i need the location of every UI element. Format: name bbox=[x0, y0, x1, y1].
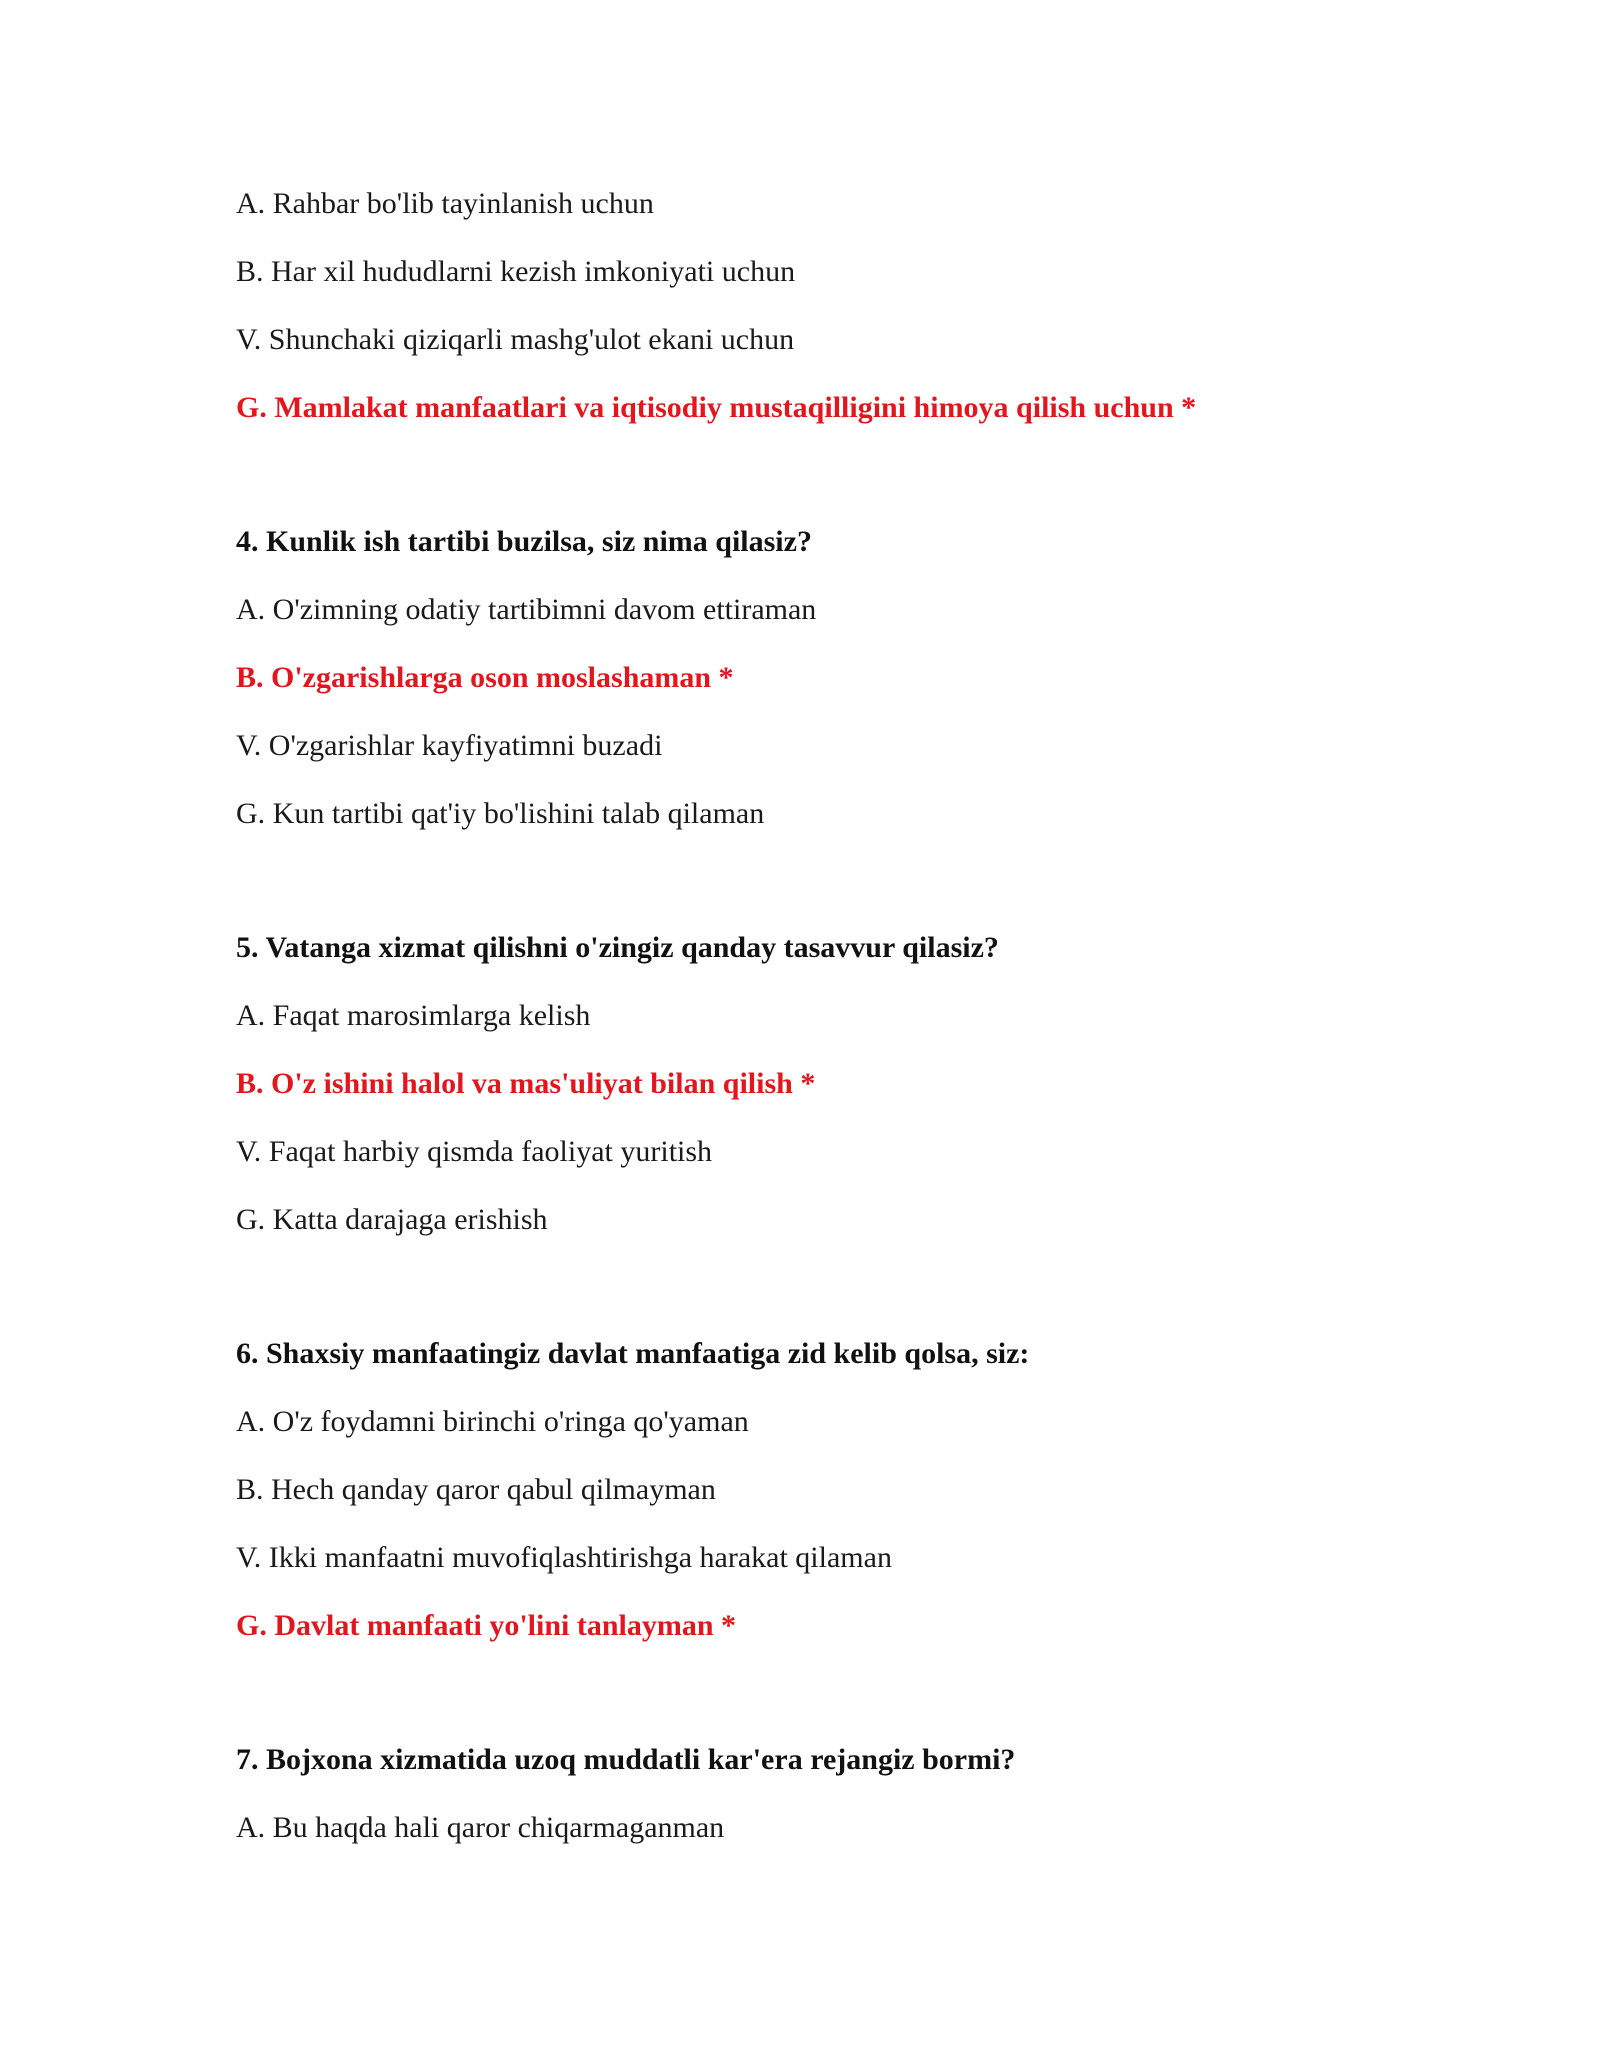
spacer bbox=[236, 458, 1436, 524]
question-title: 5. Vatanga xizmat qilishni o'zingiz qanday tasavvur qilasiz? bbox=[236, 931, 999, 964]
spacer bbox=[236, 1676, 1436, 1742]
option-v: V. Ikki manfaatni muvofiqlashtirishga harakat qilaman bbox=[236, 1541, 892, 1574]
spacer bbox=[236, 1270, 1436, 1336]
spacer bbox=[236, 864, 1436, 930]
option-g: G. Katta darajaga erishish bbox=[236, 1203, 548, 1236]
option-a: A. Rahbar bo'lib tayinlanish uchun bbox=[236, 187, 654, 220]
option-b-correct: B. O'zgarishlarga oson moslashaman * bbox=[236, 661, 734, 694]
option-a: A. O'z foydamni birinchi o'ringa qo'yaman bbox=[236, 1405, 749, 1438]
option-v: V. O'zgarishlar kayfiyatimni buzadi bbox=[236, 729, 663, 762]
question-block-5 bbox=[236, 930, 1436, 1238]
option-a: A. Bu haqda hali qaror chiqarmaganman bbox=[236, 1811, 725, 1844]
option-b: B. Har xil hududlarni kezish imkoniyati uchun bbox=[236, 255, 796, 288]
option-g-correct: G. Mamlakat manfaatlari va iqtisodiy mustaqilligini himoya qilish uchun * bbox=[236, 391, 1197, 424]
option-a: A. O'zimning odatiy tartibimni davom ettiraman bbox=[236, 593, 817, 626]
question-title: 4. Kunlik ish tartibi buzilsa, siz nima qilasiz? bbox=[236, 525, 812, 558]
question-block-7 bbox=[236, 1742, 1436, 1846]
option-v: V. Faqat harbiy qismda faoliyat yuritish bbox=[236, 1135, 713, 1168]
question-block-6 bbox=[236, 1336, 1436, 1644]
question-block-3 bbox=[236, 186, 1436, 426]
document-page bbox=[236, 186, 1436, 1878]
question-title: 7. Bojxona xizmatida uzoq muddatli kar'era rejangiz bormi? bbox=[236, 1743, 1016, 1776]
option-b: B. Hech qanday qaror qabul qilmayman bbox=[236, 1473, 716, 1506]
question-block-4 bbox=[236, 524, 1436, 832]
question-title: 6. Shaxsiy manfaatingiz davlat manfaatiga zid kelib qolsa, siz: bbox=[236, 1337, 1030, 1370]
option-g-correct: G. Davlat manfaati yo'lini tanlayman * bbox=[236, 1609, 737, 1642]
option-g: G. Kun tartibi qat'iy bo'lishini talab qilaman bbox=[236, 797, 765, 830]
option-b-correct: B. O'z ishini halol va mas'uliyat bilan qilish * bbox=[236, 1067, 816, 1100]
option-a: A. Faqat marosimlarga kelish bbox=[236, 999, 591, 1032]
option-v: V. Shunchaki qiziqarli mashg'ulot ekani uchun bbox=[236, 323, 795, 356]
